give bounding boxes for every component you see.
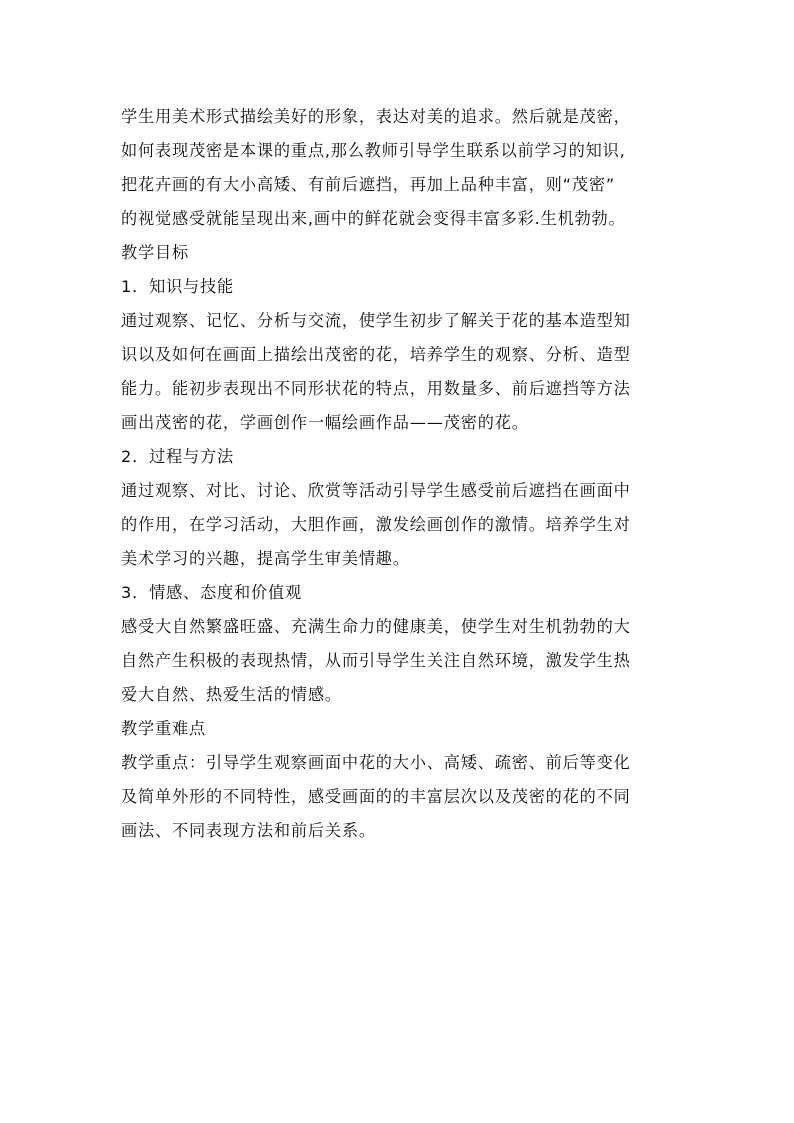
paragraph-line: 的视觉感受就能呈现出来,画中的鲜花就会变得丰富多彩.生机勃勃。 bbox=[121, 209, 626, 228]
paragraph-line: 教学重点：引导学生观察画面中花的大小、高矮、疏密、前后等变化 bbox=[121, 753, 631, 772]
section-heading-key-difficulties: 教学重难点 bbox=[121, 719, 206, 738]
paragraph-line: 识以及如何在画面上描绘出茂密的花，培养学生的观察、分析、造型 bbox=[121, 345, 631, 364]
paragraph-line: 的作用，在学习活动，大胆作画，激发绘画创作的激情。培养学生对 bbox=[121, 515, 631, 534]
paragraph-line: 画法、不同表现方法和前后关系。 bbox=[121, 821, 376, 840]
document-body bbox=[121, 100, 677, 848]
subheading-emotion-attitude-values: 3．情感、态度和价值观 bbox=[121, 583, 302, 602]
subheading-process-methods: 2．过程与方法 bbox=[121, 447, 235, 466]
paragraph-line: 通过观察、记忆、分析与交流，使学生初步了解关于花的基本造型知 bbox=[121, 311, 631, 330]
subheading-knowledge-skills: 1．知识与技能 bbox=[121, 277, 235, 296]
paragraph-line: 及简单外形的不同特性，感受画面的的丰富层次以及茂密的花的不同 bbox=[121, 787, 631, 806]
paragraph-line: 美术学习的兴趣，提高学生审美情趣。 bbox=[121, 549, 410, 568]
paragraph-line: 如何表现茂密是本课的重点,那么教师引导学生联系以前学习的知识, bbox=[121, 141, 626, 160]
paragraph-line: 学生用美术形式描绘美好的形象，表达对美的追求。然后就是茂密， bbox=[121, 107, 631, 126]
paragraph-line: 自然产生积极的表现热情，从而引导学生关注自然环境，激发学生热 bbox=[121, 651, 631, 670]
paragraph-line: 感受大自然繁盛旺盛、充满生命力的健康美，使学生对生机勃勃的大 bbox=[121, 617, 631, 636]
paragraph-line: 画出茂密的花，学画创作一幅绘画作品——茂密的花。 bbox=[121, 413, 529, 432]
paragraph-line: 爱大自然、热爱生活的情感。 bbox=[121, 685, 342, 704]
paragraph-line: 把花卉画的有大小高矮、有前后遮挡，再加上品种丰富，则“茂密” bbox=[121, 175, 616, 194]
section-heading-teaching-goals: 教学目标 bbox=[121, 243, 189, 262]
paragraph-line: 通过观察、对比、讨论、欣赏等活动引导学生感受前后遮挡在画面中 bbox=[121, 481, 631, 500]
paragraph-line: 能力。能初步表现出不同形状花的特点，用数量多、前后遮挡等方法 bbox=[121, 379, 631, 398]
